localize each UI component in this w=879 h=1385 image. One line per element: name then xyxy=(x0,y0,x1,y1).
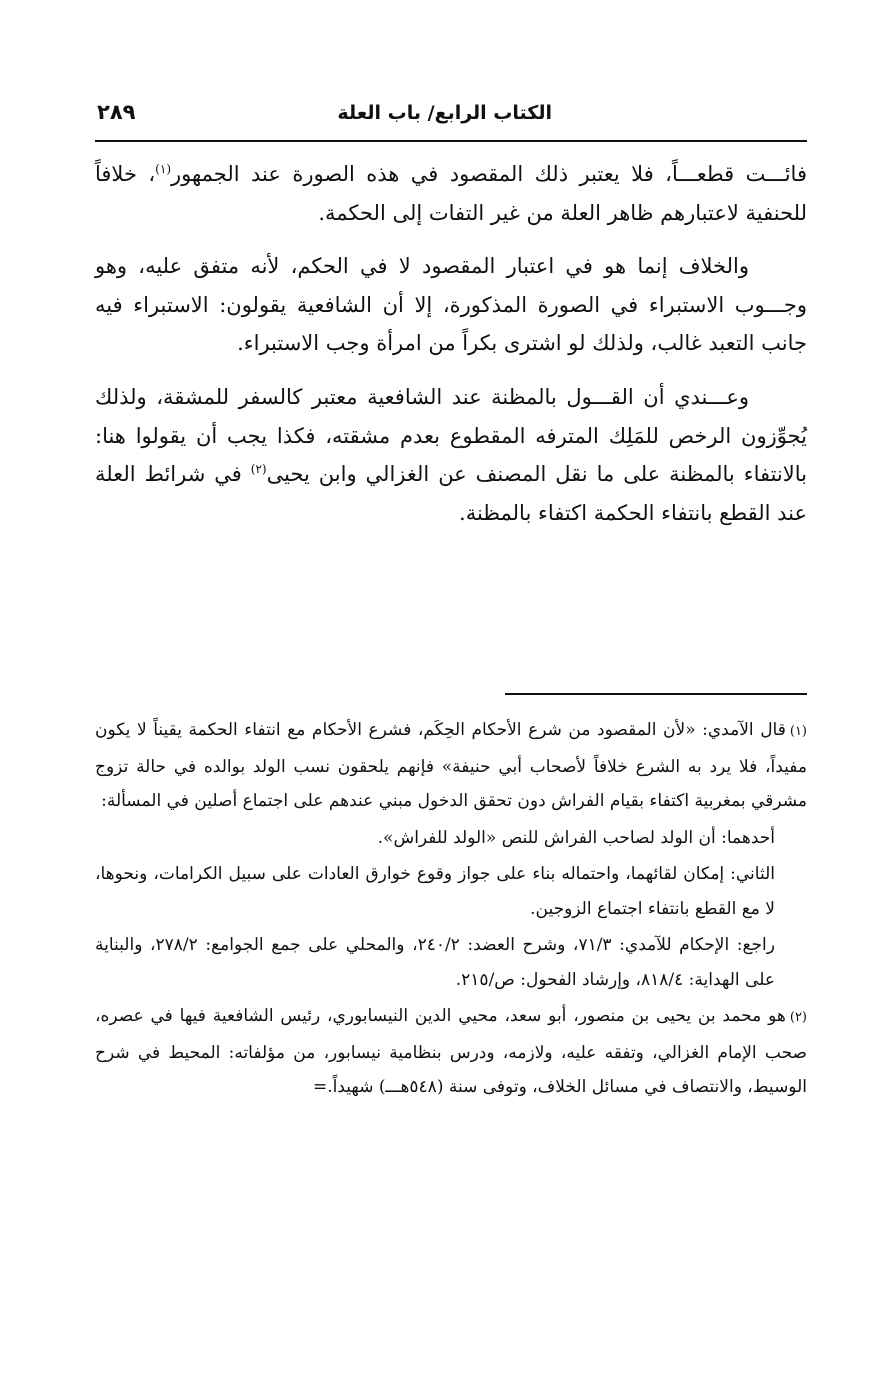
paragraph-3-text-b: في شرائط العلة عند القطع بانتفاء الحكمة اكتفاء بالمظنة. xyxy=(95,462,807,525)
footnote-ref-2: (٢) xyxy=(250,462,267,477)
page-number: ٢٨٩ xyxy=(97,100,136,124)
footnote-1 xyxy=(95,713,807,819)
running-title: الكتاب الرابع/ باب العلة xyxy=(337,102,552,124)
footnote-separator xyxy=(505,693,807,695)
paragraph-1-text-b: ، خلافاً للحنفية لاعتبارهم ظاهر العلة من غير التفات إلى الحكمة. xyxy=(95,162,807,225)
paragraph-2: والخلاف إنما هو في اعتبار المقصود لا في الحكم، لأنه متفق عليه، وهو وجـــوب الاستبراء في الصورة المذكورة، إلا أن الشافعية يقولون: الاستبراء فيه جانب التعبد غالب، ولذلك لو اشترى بكراً من امرأة وجب الاستبراء. xyxy=(95,254,807,356)
footnote-1-second: الثاني: إمكان لقائهما، واحتماله بناء على جواز وقوع خوارق العادات على سبيل الكرامات، ونحوها، لا مع القطع بانتفاء اجتماع الزوجين. xyxy=(95,864,775,919)
paragraph-3-text-a: وعـــندي أن القـــول بالمظنة عند الشافعية معتبر كالسفر للمشقة، ولذلك يُجوِّزون الرخص للمَلِك المترفه المقطوع بعدم مشقته، فكذا يجب أن يقولوا هنا: بالانتفاء بالمظنة على ما نقل المصنف عن الغزالي وابن يحيى xyxy=(95,384,807,487)
footnote-2 xyxy=(95,999,807,1105)
footnote-ref-1: (١) xyxy=(155,162,171,176)
footnote-2-marker: (٢) xyxy=(789,1010,807,1025)
paragraph-1 xyxy=(95,155,807,232)
main-text xyxy=(95,155,807,547)
paragraph-3 xyxy=(95,378,807,532)
paragraph-1-text-a: فائـــت قطعـــاً، فلا يعتبر ذلك المقصود في هذه الصورة عند الجمهور xyxy=(171,162,807,186)
footnote-2-text: هو محمد بن يحيى بن منصور، أبو سعد، محيي الدين النيسابوري، رئيس الشافعية فيها في عصره، صحب الإمام الغزالي، وتفقه عليه، ولازمه، ودرس بنظامية نيسابور، من مؤلفاته: المحيط في شرح الوسيط، والانتصاف في مسائل الخلاف، وتوفى سنة (٥٤٨هـــ) شهيداً.= xyxy=(95,1006,807,1097)
footnotes xyxy=(95,713,807,1107)
page-header xyxy=(95,96,807,142)
footnote-1-text: قال الآمدي: «لأن المقصود من شرع الأحكام الحِكَم، فشرع الأحكام مع انتفاء الحكمة يقيناً لا يكون مفيداً، فلا يرد به الشرع خلافاً لأصحاب أبي حنيفة» فإنهم يلحقون نسب الولد بوالده في حالة تزوج مشرقي بمغربية اكتفاء بقيام الفراش دون تحقق الدخول مبني عندهم على اجتماع أصلين في المسألة: xyxy=(95,720,807,811)
footnote-1-first: أحدهما: أن الولد لصاحب الفراش للنص «الولد للفراش». xyxy=(377,827,775,848)
footnote-1-refs: راجع: الإحكام للآمدي: ٧١/٣، وشرح العضد: ٢٤٠/٢، والمحلي على جمع الجوامع: ٢٧٨/٢، والبناية على الهداية: ٨١٨/٤، وإرشاد الفحول: ص/٢١٥. xyxy=(95,935,775,990)
footnote-1-marker: (١) xyxy=(789,724,807,739)
